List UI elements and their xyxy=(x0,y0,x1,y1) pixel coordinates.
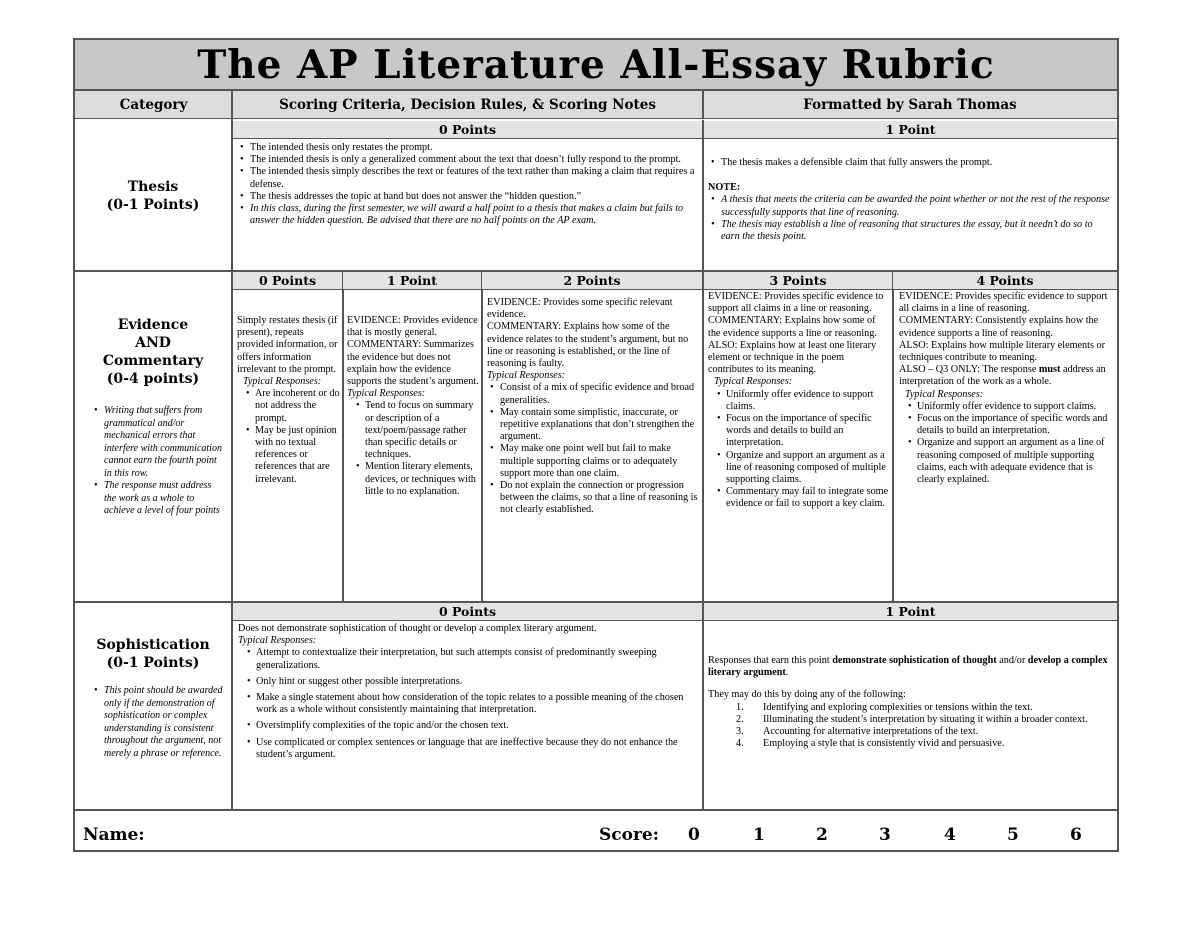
list-item: • The intended thesis is only a generalized comment about the text that doesn’t fully respond to the prompt. xyxy=(237,154,697,166)
thesis-note-label: NOTE: xyxy=(708,182,741,194)
evidence-1-criteria xyxy=(347,315,479,600)
list-item xyxy=(708,714,1113,726)
evidence-4-q3-note xyxy=(899,364,1114,388)
evidence-category xyxy=(75,316,231,388)
evidence-1-point-label: 1 Point xyxy=(343,272,481,290)
divider xyxy=(702,91,704,119)
evidence-title: Evidence xyxy=(117,317,189,333)
list-item: • May contain some simplistic, inaccurate, or repetitive explanations that don’t strengthen the argument. xyxy=(487,407,699,444)
name-label: Name: xyxy=(83,825,145,845)
header-category: Category xyxy=(75,91,232,119)
evidence-0-intro: Simply restates thesis (if present), repeats provided information, or offers information irrelevant to the prompt. xyxy=(237,315,338,375)
footer xyxy=(75,819,1117,852)
list-item: • May be just opinion with no textual references or references that are irrelevant. xyxy=(243,425,341,486)
one-intro-b: demonstrate sophistication of thought xyxy=(832,655,997,666)
score-option: 3 xyxy=(879,825,891,845)
q3-note-end: address an interpretation of the work as a whole. xyxy=(899,364,1106,388)
list-item: • Are incoherent or do not address the prompt. xyxy=(243,388,341,425)
evidence-3-points-label: 3 Points xyxy=(704,272,892,290)
sophistication-zero-criteria xyxy=(238,623,698,808)
evidence-3-also: ALSO: Explains how at least one literary element or technique in the poem contributes to its meaning. xyxy=(708,339,877,376)
score-option: 1 xyxy=(753,825,765,845)
list-item: • The response must address the work as a whole to achieve a level of four points xyxy=(91,480,226,518)
list-item: • The intended thesis simply describes the text or features of the text rather than making a claim that requires a defense. xyxy=(237,166,697,190)
list-item: • Tend to focus on summary or description of a text/poem/passage rather than specific details or techniques. xyxy=(353,400,479,461)
list-item: • The thesis makes a defensible claim that fully answers the prompt. xyxy=(708,157,1112,169)
score-option: 0 xyxy=(688,825,700,845)
evidence-4-criteria xyxy=(899,291,1114,601)
sophistication-title: Sophistication xyxy=(96,637,210,653)
list-item: • Mention literary elements, devices, or techniques with little to no explanation. xyxy=(353,461,479,498)
typical-responses-label: Typical Responses: xyxy=(238,635,317,647)
list-item: • Uniformly offer evidence to support claims. xyxy=(905,401,1114,413)
page-title: The AP Literature All-Essay Rubric xyxy=(75,40,1117,91)
score-option: 4 xyxy=(944,825,956,845)
list-item: • Do not explain the connection or progression between the claims, so that a line of reasoning is not clearly established. xyxy=(487,480,699,517)
divider xyxy=(231,91,233,810)
list-item: • Use complicated or complex sentences or language that are ineffective because they do not enhance the student’s argument. xyxy=(244,737,698,761)
sophistication-one-may: They may do this by doing any of the following: xyxy=(708,689,906,701)
list-item: • Oversimplify complexities of the topic and/or the chosen text. xyxy=(244,720,698,732)
sophistication-one-criteria xyxy=(708,655,1113,808)
q3-note-start: ALSO – Q3 ONLY: The response xyxy=(899,364,1039,376)
divider xyxy=(342,271,344,602)
evidence-2-commentary: COMMENTARY: Explains how some of the evidence relates to the student’s argument, but no line or reasoning is established, or the line of reasoning is faulty. xyxy=(487,321,689,370)
list-item: • The thesis may establish a line of reasoning that structures the essay, but it needn’t do so to earn the thesis point. xyxy=(708,219,1112,243)
evidence-3-commentary: COMMENTARY: Explains how some of the evidence supports a line or reasoning. xyxy=(708,315,877,339)
list-item xyxy=(708,738,1113,750)
thesis-1-point-label: 1 Point xyxy=(704,121,1117,139)
rubric-table xyxy=(73,38,1119,852)
sophistication-1-point-label: 1 Point xyxy=(704,603,1117,621)
evidence-4-points-label: 4 Points xyxy=(893,272,1117,290)
list-item xyxy=(708,702,1113,714)
sophistication-category xyxy=(75,636,231,672)
thesis-category xyxy=(75,178,231,214)
list-item: • Focus on the importance of specific words and details to build an interpretation. xyxy=(714,413,890,450)
list-item: • Make a single statement about how consideration of the topic relates to a possible meaning of the chosen work as a whole without consistently maintaining that interpretation. xyxy=(244,692,698,716)
list-item: • Uniformly offer evidence to support claims. xyxy=(714,389,890,413)
score-label: Score: xyxy=(599,825,660,845)
evidence-3-intro: EVIDENCE: Provides specific evidence to support all claims in a line or reasoning. xyxy=(708,291,884,315)
thesis-points: (0-1 Points) xyxy=(106,197,200,213)
list-item: • A thesis that meets the criteria can be awarded the point whether or not the rest of the response successfully supports that line of reasoning. xyxy=(708,194,1112,218)
score-option: 2 xyxy=(816,825,828,845)
list-number: 2. xyxy=(736,713,744,725)
evidence-1-intro: EVIDENCE: Provides evidence that is mostly general. xyxy=(347,315,478,339)
evidence-and: AND xyxy=(135,335,171,351)
typical-responses-label: Typical Responses: xyxy=(905,388,984,400)
list-item: • Attempt to contextualize their interpretation, but such attempts consist of predominantly sweeping generalizations. xyxy=(244,647,698,671)
typical-responses-label: Typical Responses: xyxy=(487,370,566,382)
list-item: • May make one point well but fail to make multiple supporting claims or to adequately support more than one claim. xyxy=(487,443,699,480)
list-item: • Writing that suffers from grammatical and/or mechanical errors that interfere with communication cannot earn the fourth point in this row. xyxy=(91,405,226,480)
list-number: 3. xyxy=(736,726,744,738)
one-intro-d: develop a complex literary argument xyxy=(708,655,1108,679)
evidence-2-criteria xyxy=(487,297,699,600)
list-item: • Commentary may fail to integrate some evidence or fail to support a key claim. xyxy=(714,486,890,510)
score-option: 6 xyxy=(1070,825,1082,845)
header-criteria: Scoring Criteria, Decision Rules, & Scoring Notes xyxy=(232,91,703,119)
list-text: Employing a style that is consistently vivid and persuasive. xyxy=(763,738,1005,750)
sophistication-points: (0-1 Points) xyxy=(106,655,200,671)
list-item xyxy=(708,726,1113,738)
evidence-1-commentary: COMMENTARY: Summarizes the evidence but does not explain how the evidence supports the student’s argument. xyxy=(347,339,479,388)
list-item: • Only hint or suggest other possible interpretations. xyxy=(244,676,698,688)
evidence-3-criteria xyxy=(708,291,890,601)
evidence-4-intro: EVIDENCE: Provides specific evidence to support all claims in a line of reasoning. xyxy=(899,291,1108,315)
list-item: • The thesis addresses the topic at hand but does not answer the “hidden question.” xyxy=(237,191,697,203)
sophistication-0-points-label: 0 Points xyxy=(233,603,702,621)
commentary-title: Commentary xyxy=(102,353,204,369)
evidence-0-points-label: 0 Points xyxy=(233,272,342,290)
thesis-zero-criteria xyxy=(237,142,697,269)
one-intro-a: Responses that earn this point xyxy=(708,655,833,666)
one-intro-e: . xyxy=(785,667,789,679)
list-item: • In this class, during the first semester, we will award a half point to a thesis that makes a claim but fails to answer the hidden question. Be advised that there are no half points on the AP exam. xyxy=(237,203,697,227)
thesis-one-criteria xyxy=(708,157,1112,269)
evidence-2-intro: EVIDENCE: Provides some specific relevant evidence. xyxy=(487,297,673,321)
divider xyxy=(702,120,704,810)
list-item: • The intended thesis only restates the prompt. xyxy=(237,142,697,154)
list-text: Identifying and exploring complexities or tensions within the text. xyxy=(763,701,1033,713)
list-item: • Organize and support an argument as a line of reasoning composed of multiple supporting claims, each with adequate evidence that is clearly explained. xyxy=(905,437,1114,486)
sophistication-zero-intro: Does not demonstrate sophistication of thought or develop a complex literary argument. xyxy=(238,623,597,634)
list-item: • This point should be awarded only if the demonstration of sophistication or complex understanding is consistent throughout the argument, not merely a phrase or reference. xyxy=(91,685,228,760)
list-number: 1. xyxy=(736,701,744,713)
q3-note-must: must xyxy=(1038,364,1061,376)
typical-responses-label: Typical Responses: xyxy=(243,376,322,388)
evidence-4-commentary: COMMENTARY: Consistently explains how the evidence supports a line of reasoning. xyxy=(899,315,1099,339)
list-item: • Organize and support an argument as a line of reasoning composed of multiple supporting claims. xyxy=(714,450,890,487)
typical-responses-label: Typical Responses: xyxy=(347,388,426,400)
divider xyxy=(481,271,483,602)
list-number: 4. xyxy=(736,738,744,750)
evidence-0-criteria xyxy=(237,315,341,600)
divider xyxy=(892,271,894,602)
sophistication-category-note xyxy=(78,685,228,760)
list-text: Accounting for alternative interpretations of the text. xyxy=(763,726,979,738)
list-item: • Consist of a mix of specific evidence and broad generalities. xyxy=(487,382,699,406)
score-option: 5 xyxy=(1007,825,1019,845)
evidence-2-points-label: 2 Points xyxy=(482,272,702,290)
list-text: Illuminating the student’s interpretation by situating it within a broader context. xyxy=(763,713,1088,725)
list-item: • Focus on the importance of specific words and details to build an interpretation. xyxy=(905,413,1114,437)
typical-responses-label: Typical Responses: xyxy=(714,376,793,388)
evidence-category-notes xyxy=(78,405,226,518)
evidence-points: (0-4 points) xyxy=(106,371,200,387)
one-intro-c: and/or xyxy=(996,655,1028,666)
sophistication-one-intro xyxy=(708,655,1113,679)
thesis-title: Thesis xyxy=(127,179,179,195)
thesis-0-points-label: 0 Points xyxy=(233,121,702,139)
evidence-4-also: ALSO: Explains how multiple literary elements or techniques contribute to meaning. xyxy=(899,339,1105,364)
divider xyxy=(75,809,1117,811)
header-formatted: Formatted by Sarah Thomas xyxy=(703,91,1117,119)
